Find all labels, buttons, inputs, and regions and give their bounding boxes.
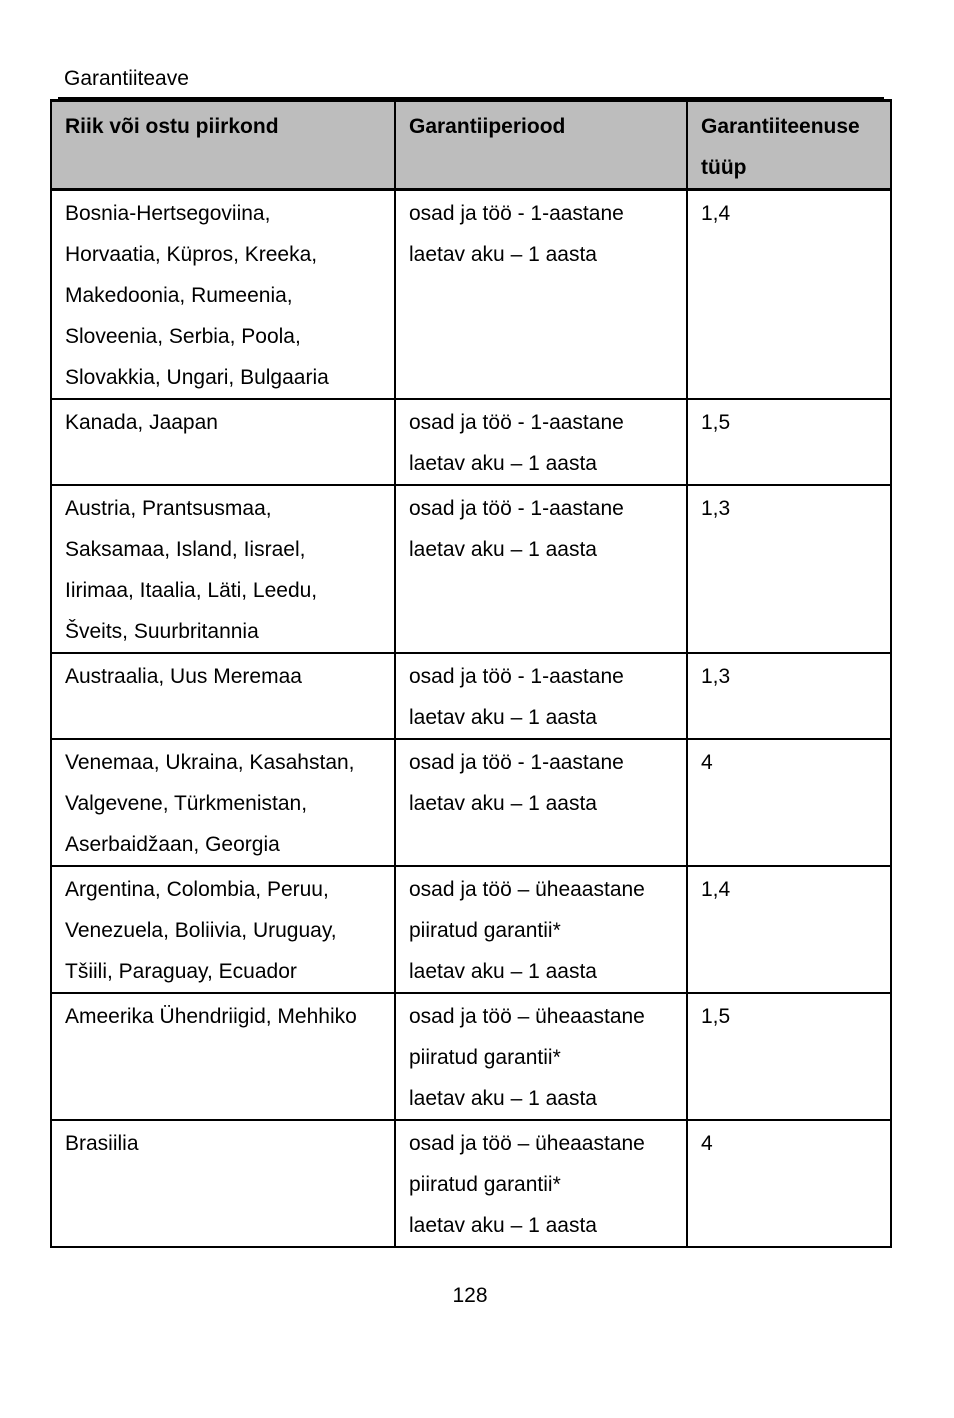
service-type-cell: 1,3: [687, 653, 891, 739]
region-line: Argentina, Colombia, Peruu,: [65, 878, 329, 901]
period-line: osad ja töö – üheaastane: [409, 1005, 645, 1028]
period-line: piiratud garantii*: [409, 919, 561, 942]
region-line: Iirimaa, Itaalia, Läti, Leedu,: [65, 579, 318, 602]
region-line: Austria, Prantsusmaa,: [65, 497, 272, 520]
period-cell: [395, 866, 687, 993]
region-line: Šveits, Suurbritannia: [65, 620, 259, 643]
region-line: Kanada, Jaapan: [65, 411, 218, 434]
period-line: laetav aku – 1 aasta: [409, 792, 597, 815]
table-row: [51, 190, 891, 400]
table-body: [51, 190, 891, 1248]
table-row: [51, 993, 891, 1120]
region-cell: [51, 993, 395, 1120]
page-number: 128: [452, 1284, 488, 1307]
region-line: Venemaa, Ukraina, Kasahstan,: [65, 751, 355, 774]
region-cell: [51, 190, 395, 400]
period-line: laetav aku – 1 aasta: [409, 1214, 597, 1237]
service-type-cell: 1,3: [687, 485, 891, 653]
service-type-cell: 1,4: [687, 866, 891, 993]
region-line: Horvaatia, Küpros, Kreeka,: [65, 243, 318, 266]
column-header-period: Garantiiperiood: [395, 101, 687, 190]
region-line: Valgevene, Türkmenistan,: [65, 792, 308, 815]
period-line: piiratud garantii*: [409, 1046, 561, 1069]
period-line: laetav aku – 1 aasta: [409, 1087, 597, 1110]
period-cell: [395, 485, 687, 653]
region-cell: [51, 653, 395, 739]
period-cell: [395, 399, 687, 485]
page-title: Garantiiteave: [64, 67, 189, 90]
region-cell: [51, 739, 395, 866]
region-cell: [51, 866, 395, 993]
table-row: [51, 399, 891, 485]
region-line: Tšiili, Paraguay, Ecuador: [65, 960, 297, 983]
period-line: osad ja töö - 1-aastane: [409, 665, 624, 688]
region-line: Slovakkia, Ungari, Bulgaaria: [65, 366, 329, 389]
period-line: osad ja töö – üheaastane: [409, 1132, 645, 1155]
period-line: osad ja töö - 1-aastane: [409, 202, 624, 225]
region-line: Ameerika Ühendriigid, Mehhiko: [65, 1005, 357, 1028]
region-line: Makedoonia, Rumeenia,: [65, 284, 293, 307]
region-line: Sloveenia, Serbia, Poola,: [65, 325, 301, 348]
period-line: osad ja töö - 1-aastane: [409, 751, 624, 774]
warranty-table: [50, 99, 892, 1248]
period-line: osad ja töö - 1-aastane: [409, 497, 624, 520]
region-line: Venezuela, Boliivia, Uruguay,: [65, 919, 337, 942]
period-line: laetav aku – 1 aasta: [409, 452, 597, 475]
period-line: laetav aku – 1 aasta: [409, 960, 597, 983]
period-cell: [395, 190, 687, 400]
period-line: laetav aku – 1 aasta: [409, 706, 597, 729]
period-line: osad ja töö – üheaastane: [409, 878, 645, 901]
table-row: [51, 866, 891, 993]
region-line: Austraalia, Uus Meremaa: [65, 665, 302, 688]
region-cell: [51, 485, 395, 653]
period-line: piiratud garantii*: [409, 1173, 561, 1196]
region-line: Brasiilia: [65, 1132, 139, 1155]
table-row: [51, 1120, 891, 1247]
service-type-cell: 1,5: [687, 399, 891, 485]
period-line: laetav aku – 1 aasta: [409, 538, 597, 561]
table-row: [51, 739, 891, 866]
region-line: Saksamaa, Island, Iisrael,: [65, 538, 306, 561]
region-cell: [51, 399, 395, 485]
period-cell: [395, 653, 687, 739]
period-cell: [395, 739, 687, 866]
period-cell: [395, 1120, 687, 1247]
region-cell: [51, 1120, 395, 1247]
region-line: Aserbaidžaan, Georgia: [65, 833, 280, 856]
table-row: [51, 485, 891, 653]
table-header-row: [51, 101, 891, 190]
period-cell: [395, 993, 687, 1120]
service-type-cell: 4: [687, 739, 891, 866]
region-line: Bosnia-Hertsegoviina,: [65, 202, 271, 225]
column-header-service-type: Garantiiteenuse tüüp: [687, 101, 891, 190]
service-type-cell: 1,5: [687, 993, 891, 1120]
column-header-region: Riik või ostu piirkond: [51, 101, 395, 190]
table-row: [51, 653, 891, 739]
period-line: laetav aku – 1 aasta: [409, 243, 597, 266]
period-line: osad ja töö - 1-aastane: [409, 411, 624, 434]
service-type-cell: 4: [687, 1120, 891, 1247]
service-type-cell: 1,4: [687, 190, 891, 400]
